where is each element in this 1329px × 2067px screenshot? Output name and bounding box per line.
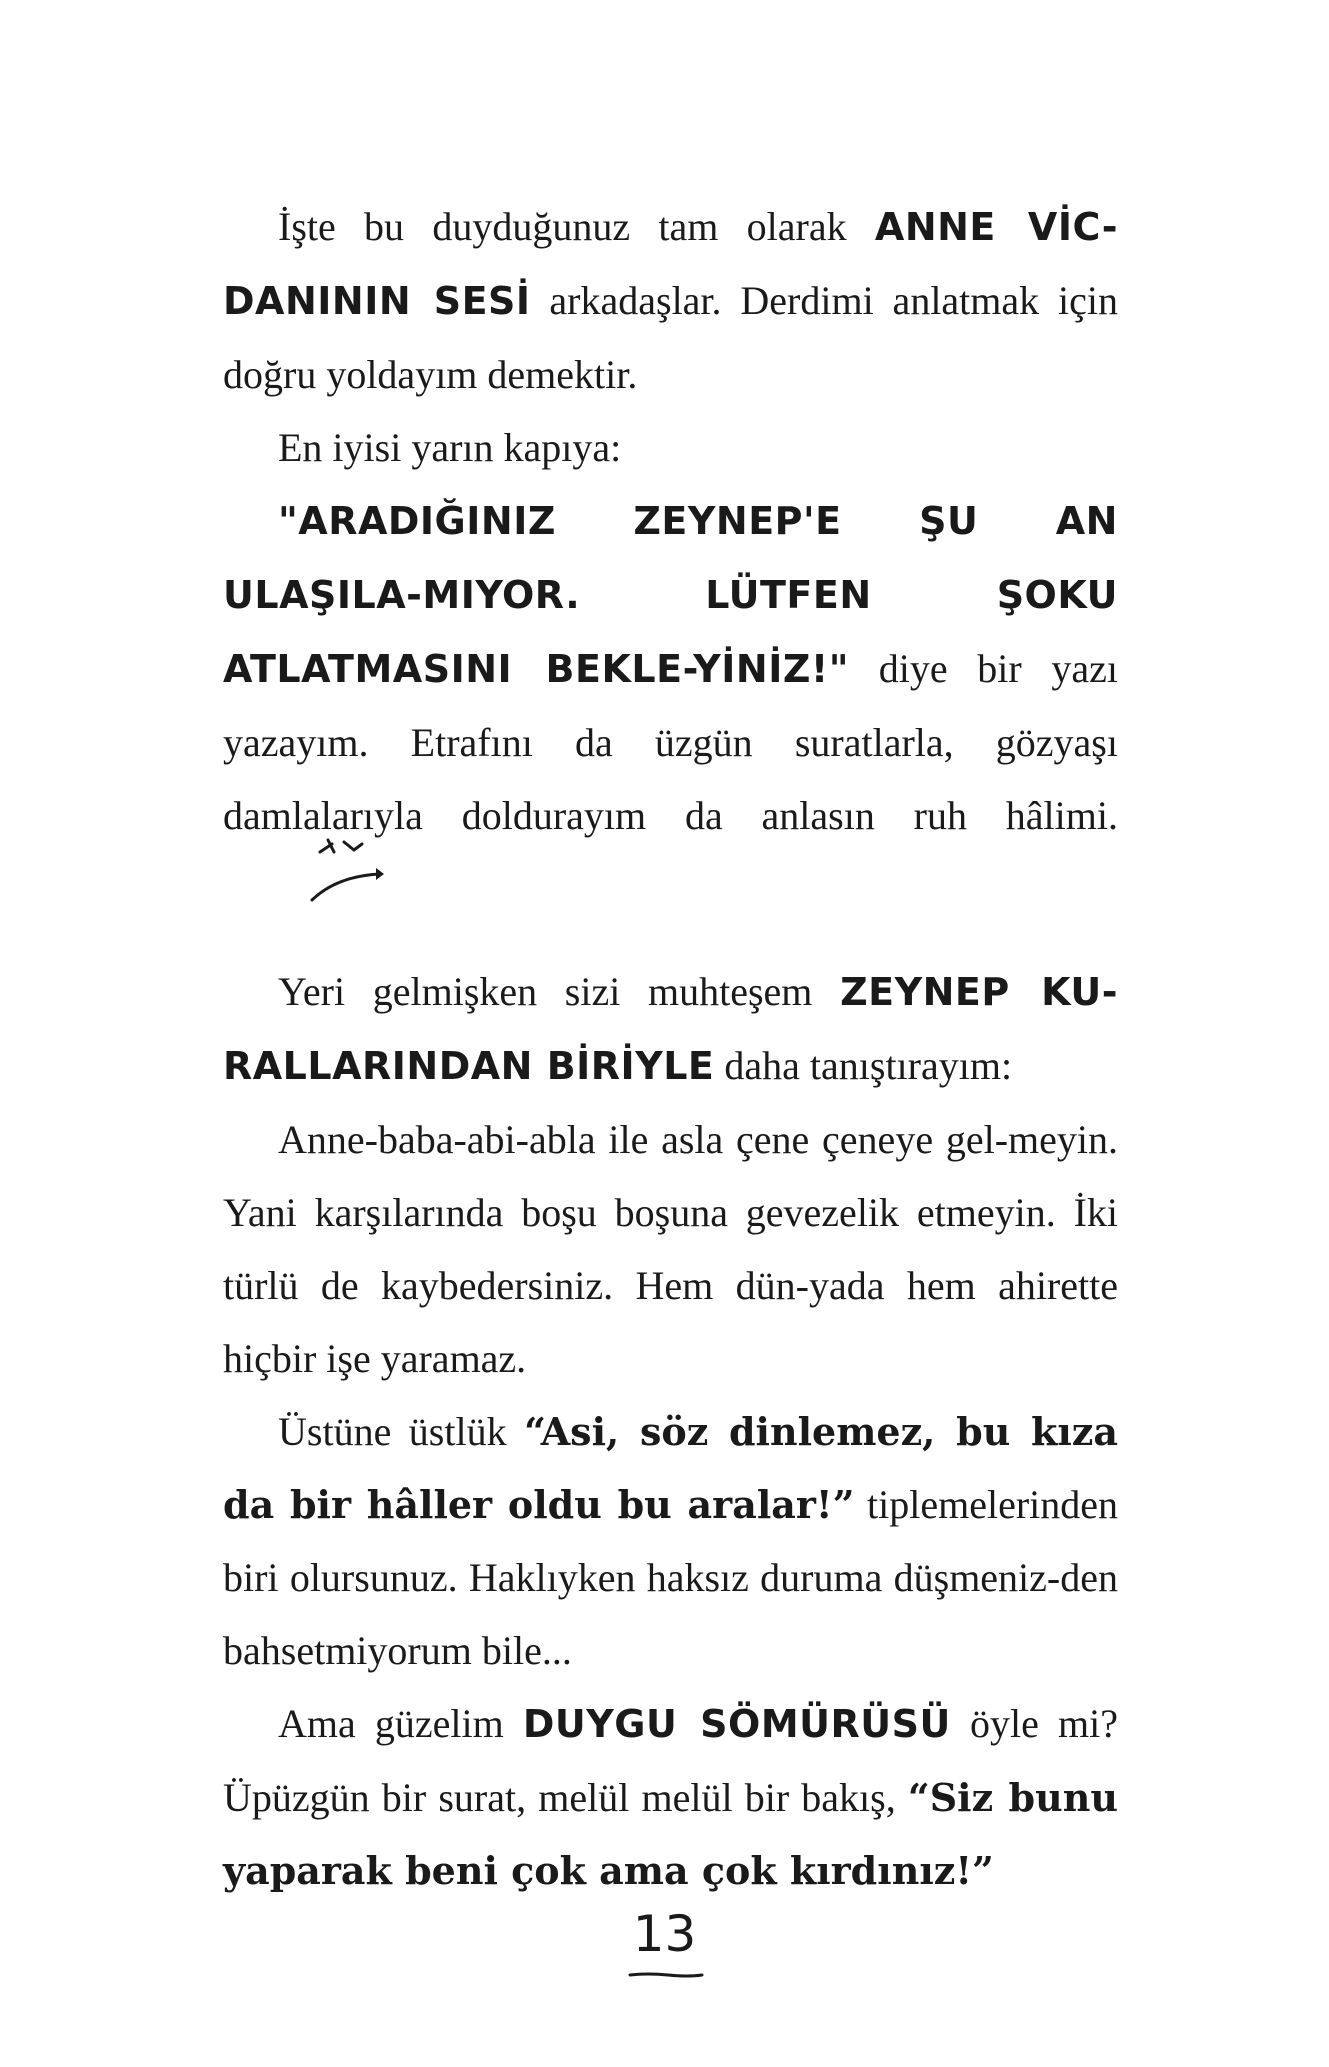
text: öyle mi? Üpüzgün bir surat, melül melül bir bakış, — [223, 1701, 1118, 1820]
paragraph-7 — [223, 1687, 1118, 1907]
text: İşte bu duyduğunuz tam olarak — [278, 204, 875, 249]
text: Üstüne üstlük — [278, 1409, 525, 1454]
text: Yeri gelmişken sizi muhteşem — [278, 969, 841, 1014]
text: arkadaşlar. Derdimi anlatmak için doğru yoldayım demektir. — [223, 278, 1118, 397]
bold-quote: “Asi, söz dinlemez, bu kıza da bir hâller oldu bu aralar!” — [223, 1409, 1118, 1527]
bold-quote: “Siz bunu yaparak beni çok ama çok kırdınız!” — [223, 1775, 1118, 1893]
text: Anne-baba-abi-abla ile asla çene çeneye gel-meyin. Yani karşılarında boşu boşuna gevezelik etmeyin. İki türlü de kaybedersiniz. Hem dün-yada hem ahirette hiçbir işe yaramaz. — [223, 1117, 1118, 1381]
page-number: 13 — [632, 1905, 697, 1963]
sad-face-doodle-icon — [237, 830, 392, 933]
caps-phrase: "ARADIĞINIZ ZEYNEP'E ŞU AN ULAŞILA-MIYOR. LÜTFEN ŞOKU ATLATMASINI BEKLE-YİNİZ!" — [223, 499, 1118, 691]
text: En iyisi yarın kapıya: — [278, 425, 622, 470]
paragraph-5 — [223, 1103, 1118, 1395]
caps-phrase: ANNE VİC-DANININ SESİ — [223, 205, 1118, 323]
text: daha tanıştırayım: — [714, 1043, 1013, 1088]
paragraph-1 — [223, 190, 1118, 411]
caps-phrase: ZEYNEP KU-RALLARINDAN BİRİYLE — [223, 970, 1118, 1088]
page-body — [223, 190, 1118, 1907]
text: tiplemelerinden biri olursunuz. Haklıyken haksız duruma düşmeniz-den bahsetmiyorum bile... — [223, 1482, 1119, 1673]
paragraph-6 — [223, 1395, 1118, 1687]
text: diye bir yazı yazayım. Etrafını da üzgün suratlarla, gözyaşı damlalarıyla doldurayım da anlasın ruh hâlimi. — [223, 646, 1118, 838]
caps-phrase: DUYGU SÖMÜRÜSÜ — [522, 1702, 951, 1746]
paragraph-3 — [223, 484, 1118, 955]
paragraph-2 — [223, 411, 1118, 484]
paragraph-4 — [223, 955, 1118, 1103]
text: Ama güzelim — [278, 1701, 523, 1746]
page-number-underline — [628, 1972, 704, 1978]
